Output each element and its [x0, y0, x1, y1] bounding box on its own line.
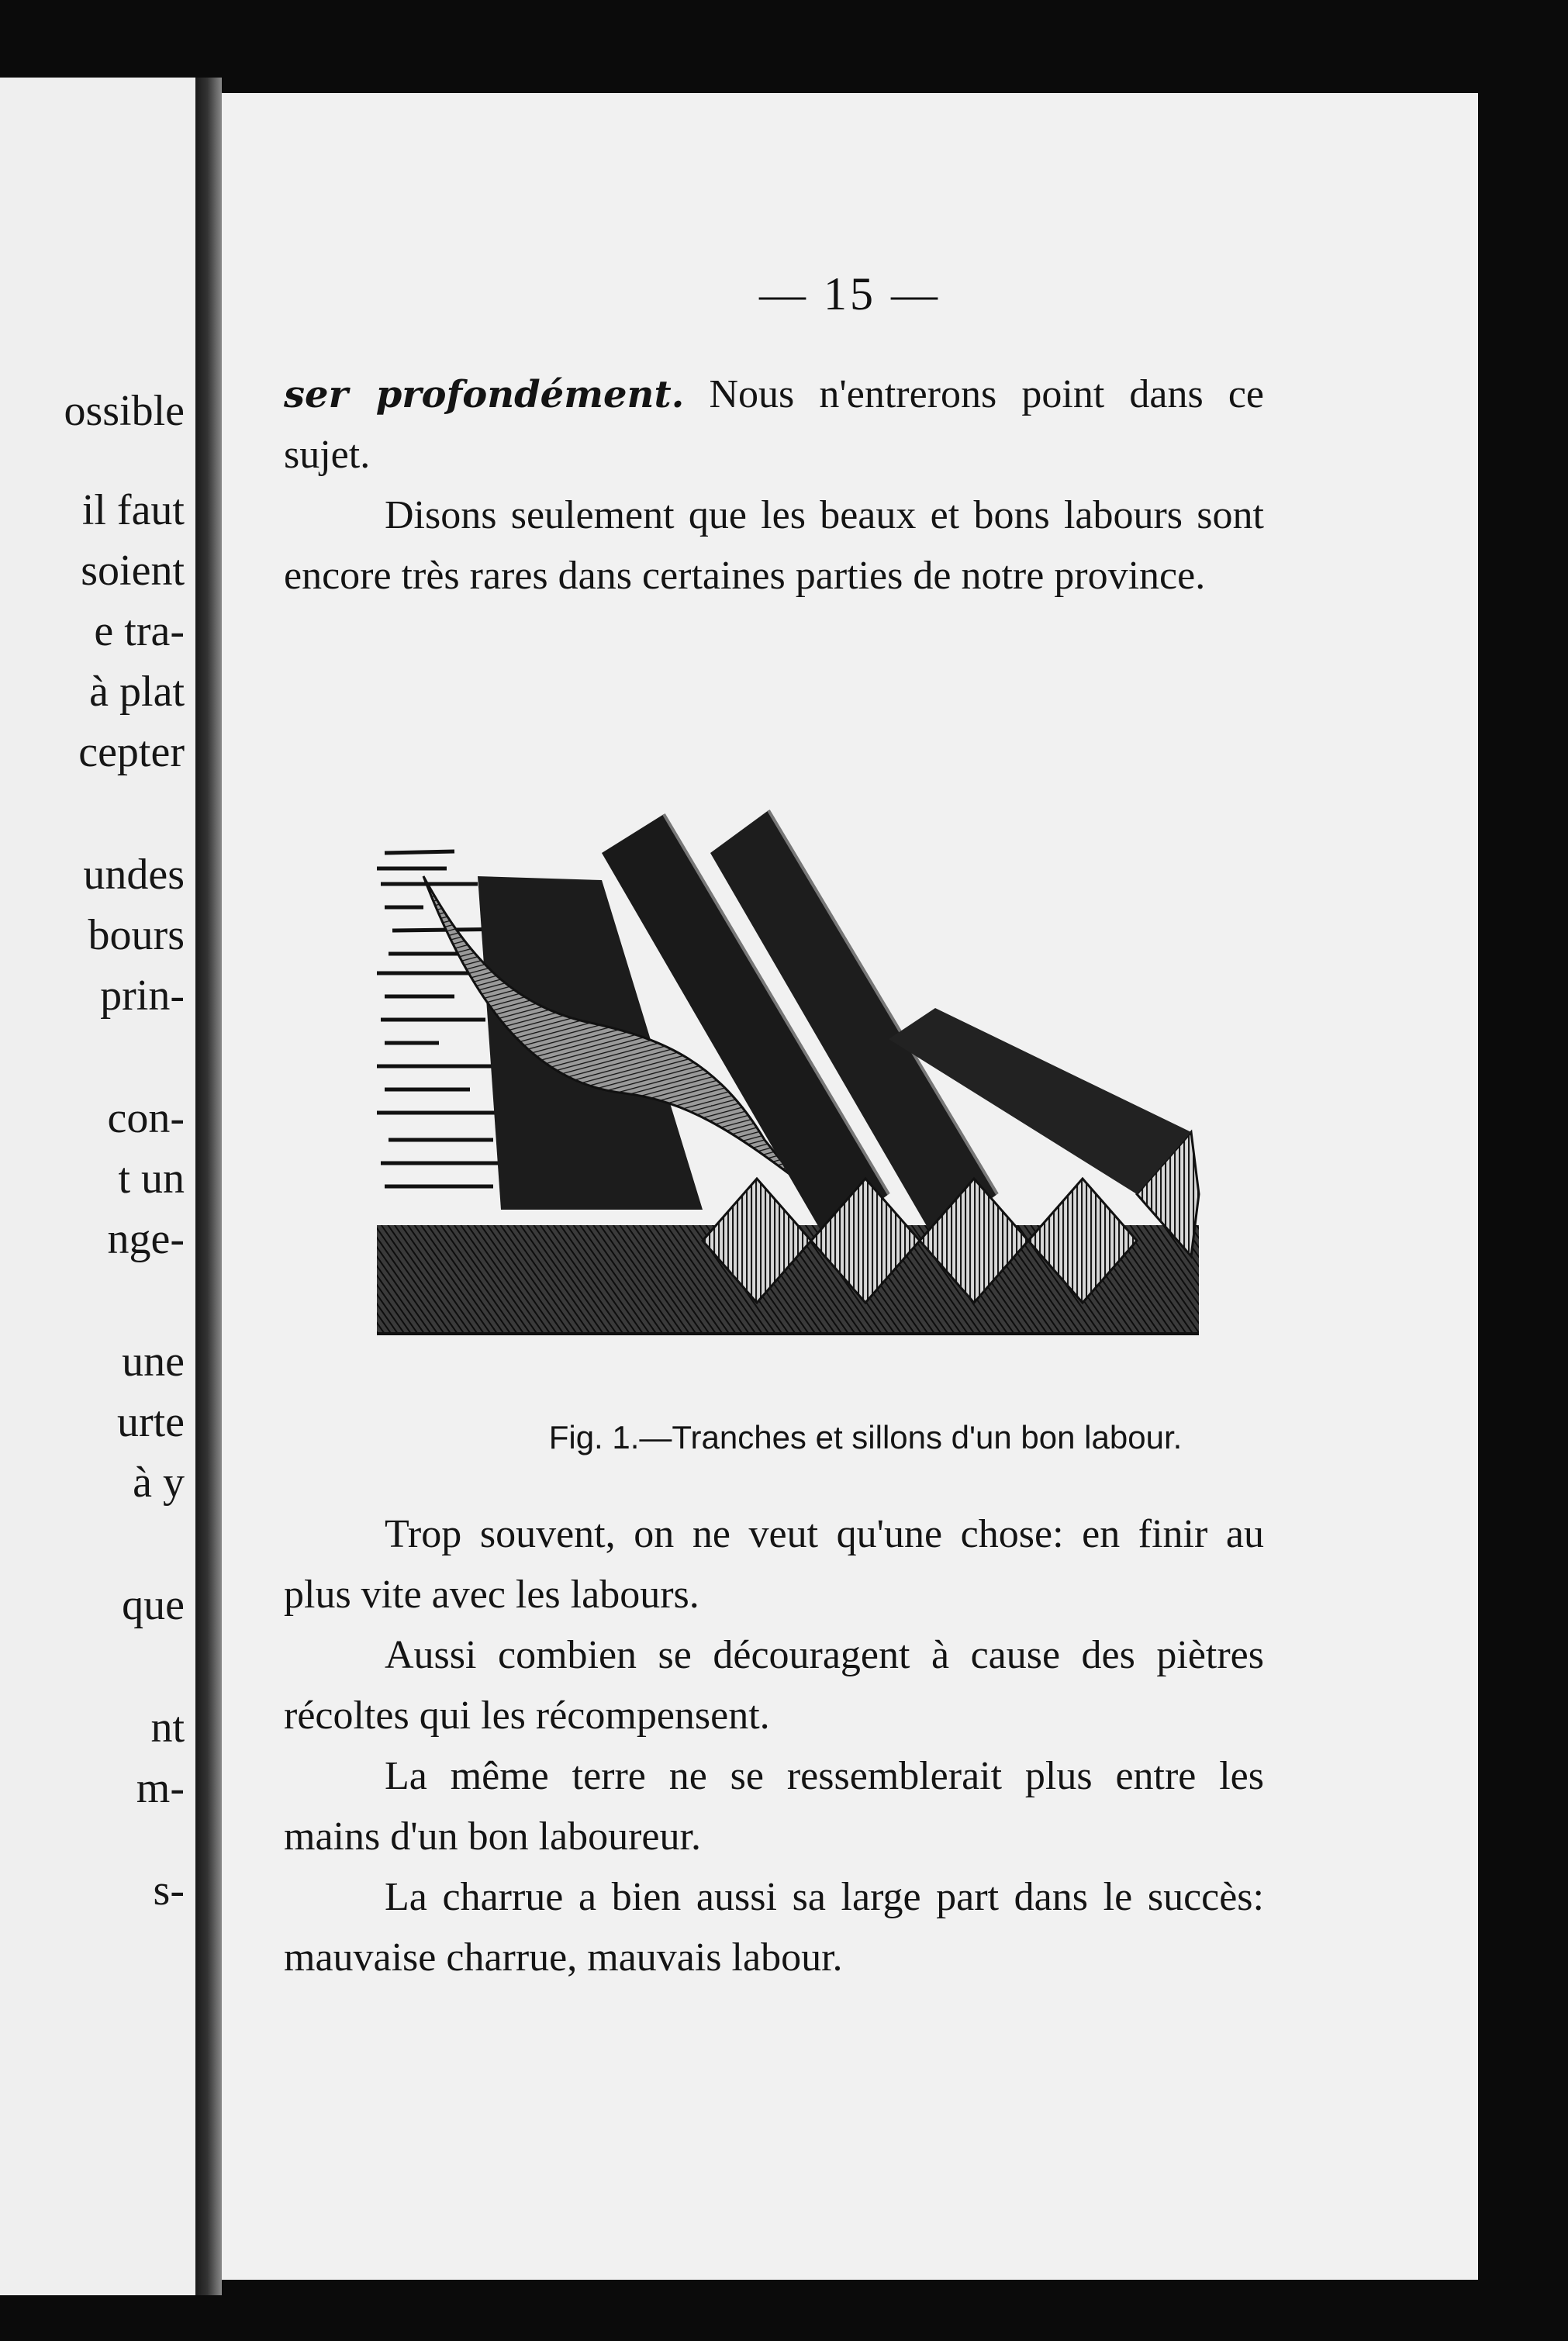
left-page-fragment: ossible — [64, 387, 185, 435]
paragraph: Aussi combien se découragent à cause des piètres récoltes qui les récompensent. — [284, 1633, 1264, 1738]
left-page-fragment: s- — [153, 1866, 185, 1915]
left-page-fragment: e tra- — [94, 607, 185, 655]
left-page-fragment: undes — [83, 851, 185, 899]
left-facing-page — [0, 78, 195, 2295]
left-page-fragment: à plat — [89, 668, 185, 716]
page-number: — 15 — — [759, 268, 941, 319]
paragraph: Disons seulement que les beaux et bons labours sont encore très rares dans certaines parties de notre province. — [284, 493, 1264, 598]
paragraph: Trop souvent, on ne veut qu'une chose: en finir au plus vite avec les labours. — [284, 1512, 1264, 1617]
left-page-fragment: soient — [81, 547, 185, 595]
left-page-fragment: bours — [88, 911, 185, 959]
left-page-fragment: m- — [136, 1764, 185, 1812]
left-page-fragment: à y — [133, 1459, 185, 1507]
paragraph: La charrue a bien aussi sa large part dans le succès: mauvaise charrue, mauvais labour. — [284, 1875, 1264, 1980]
paragraph-text: Nous n'entrerons point dans ce sujet. — [284, 372, 1265, 477]
emphasized-phrase: ser profondément. — [284, 373, 685, 416]
left-page-fragment: con- — [107, 1094, 185, 1142]
book-gutter — [195, 78, 222, 2295]
left-page-fragment: nt — [150, 1704, 185, 1752]
furrow-slices-engraving — [299, 806, 1230, 1404]
left-page-fragment: une — [122, 1338, 185, 1386]
left-page-fragment: prin- — [100, 972, 185, 1020]
left-page-fragment: cepter — [78, 728, 185, 776]
top-text-block — [284, 364, 1264, 606]
plowing-illustration — [299, 806, 1230, 1404]
bottom-text-block — [284, 1504, 1264, 1988]
paragraph: La même terre ne se ressemblerait plus entre les mains d'un bon laboureur. — [284, 1754, 1264, 1859]
left-page-fragment: il faut — [81, 486, 185, 534]
paragraph-continuation — [284, 364, 1264, 485]
figure-caption: Fig. 1.—Tranches et sillons d'un bon labour. — [548, 1419, 1183, 1455]
book-page-15 — [222, 93, 1478, 2280]
left-page-fragment: t un — [118, 1155, 185, 1203]
scan-border — [1478, 93, 1568, 2280]
left-page-fragment: que — [122, 1581, 185, 1629]
left-page-fragment: nge- — [107, 1215, 185, 1263]
left-page-fragment: urte — [116, 1398, 185, 1446]
